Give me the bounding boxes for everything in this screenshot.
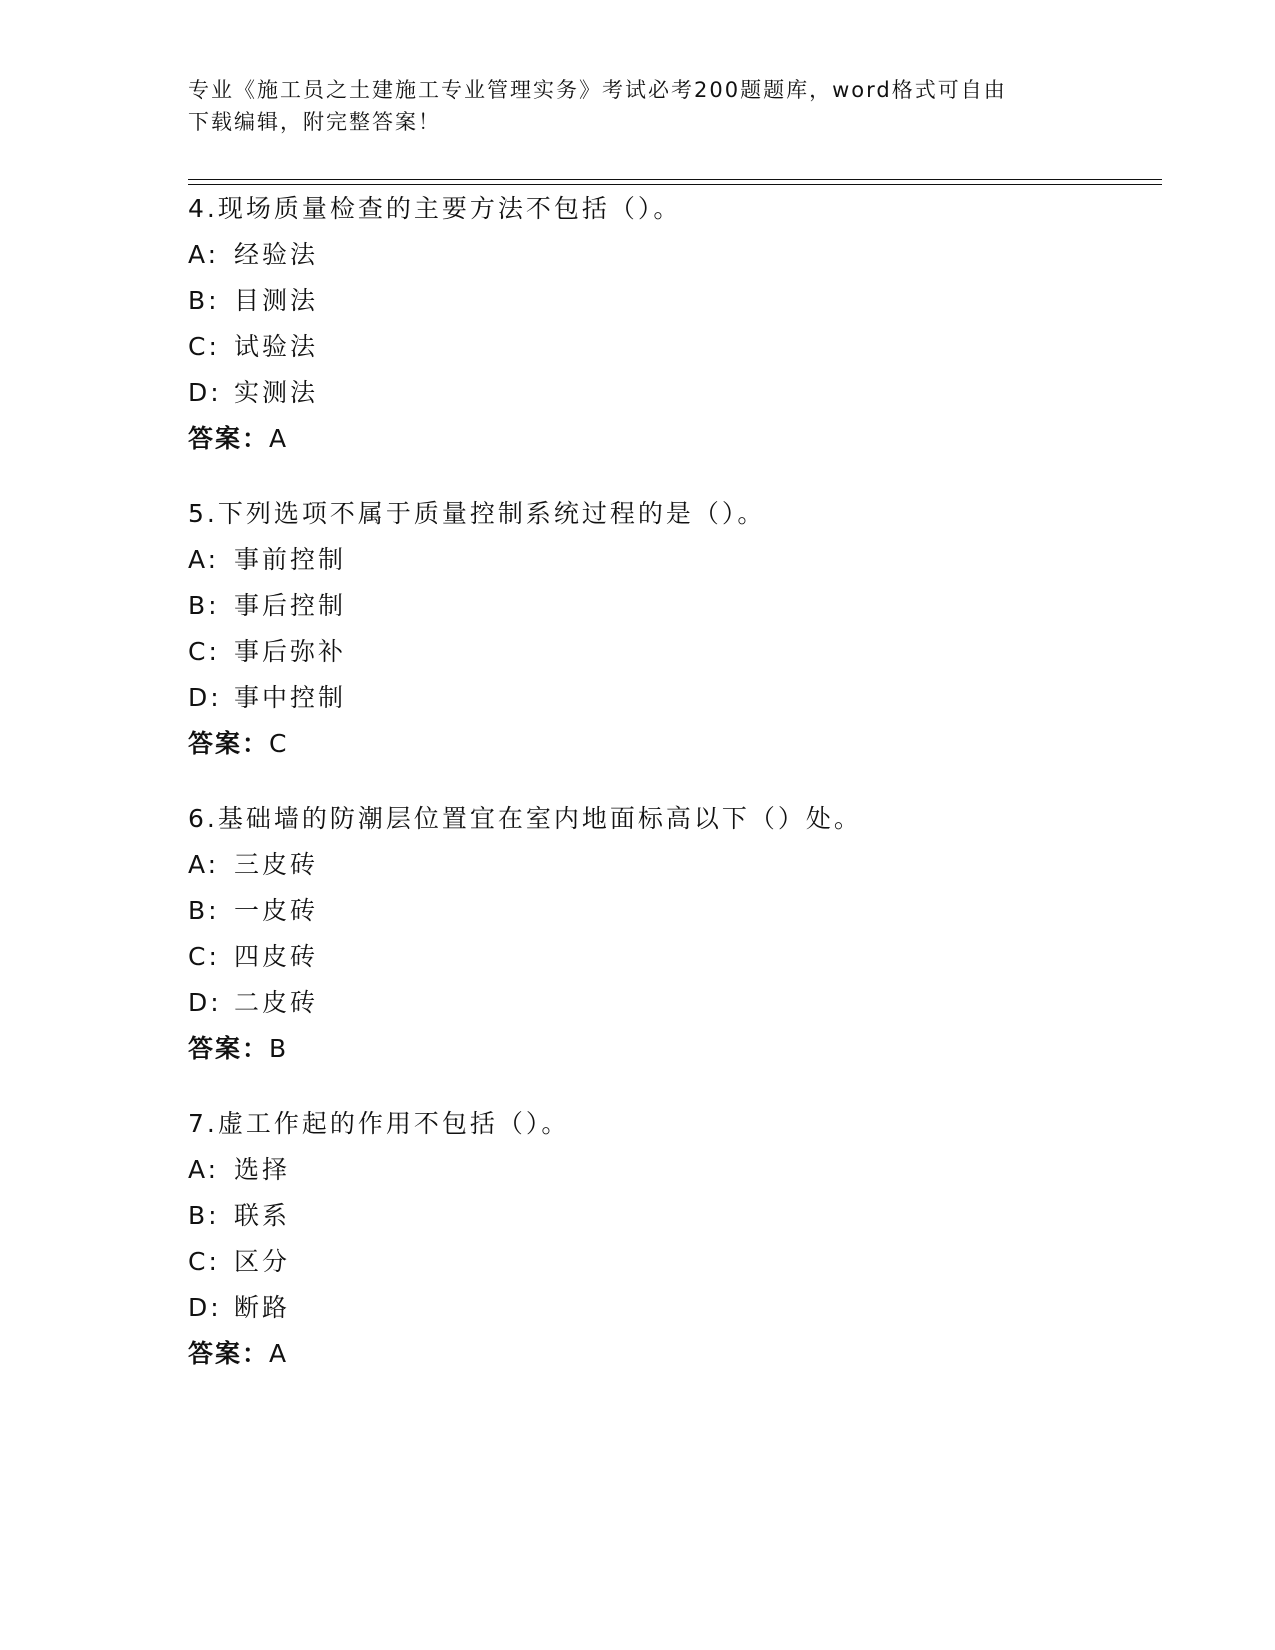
option-d bbox=[188, 675, 1148, 721]
option-c bbox=[188, 629, 1148, 675]
option-letter: D: bbox=[188, 988, 222, 1017]
option-b bbox=[188, 583, 1148, 629]
option-a bbox=[188, 232, 1148, 278]
option-text: 经验法 bbox=[234, 240, 319, 269]
header-divider-bottom bbox=[188, 184, 1162, 185]
option-d bbox=[188, 370, 1148, 416]
answer-line bbox=[188, 1331, 1148, 1377]
option-a bbox=[188, 537, 1148, 583]
option-text: 事后控制 bbox=[234, 591, 347, 620]
option-b bbox=[188, 278, 1148, 324]
question-block-4 bbox=[188, 186, 1148, 462]
option-letter: C: bbox=[188, 332, 220, 361]
option-letter: A: bbox=[188, 240, 220, 269]
option-text: 区分 bbox=[234, 1247, 291, 1276]
option-c bbox=[188, 324, 1148, 370]
option-letter: D: bbox=[188, 683, 222, 712]
option-letter: B: bbox=[188, 1201, 220, 1230]
option-letter: A: bbox=[188, 850, 220, 879]
option-letter: D: bbox=[188, 1293, 222, 1322]
answer-label: 答案： bbox=[188, 1034, 270, 1063]
option-text: 断路 bbox=[234, 1293, 291, 1322]
option-letter: C: bbox=[188, 1247, 220, 1276]
option-d bbox=[188, 1285, 1148, 1331]
option-c bbox=[188, 1239, 1148, 1285]
option-text: 事中控制 bbox=[234, 683, 347, 712]
option-text: 目测法 bbox=[234, 286, 319, 315]
question-block-6 bbox=[188, 796, 1148, 1072]
question-text: 4.现场质量检查的主要方法不包括（）。 bbox=[188, 194, 682, 223]
option-letter: D: bbox=[188, 378, 222, 407]
option-text: 二皮砖 bbox=[234, 988, 319, 1017]
option-a bbox=[188, 842, 1148, 888]
answer-value: B bbox=[269, 1034, 289, 1063]
question-text: 7.虚工作起的作用不包括（）。 bbox=[188, 1109, 570, 1138]
answer-line bbox=[188, 721, 1148, 767]
option-d bbox=[188, 980, 1148, 1026]
option-letter: A: bbox=[188, 545, 220, 574]
question-block-5 bbox=[188, 491, 1148, 767]
header-line-2: 下载编辑，附完整答案！ bbox=[188, 110, 441, 134]
option-text: 实测法 bbox=[234, 378, 319, 407]
question-block-7 bbox=[188, 1101, 1148, 1377]
option-text: 选择 bbox=[234, 1155, 291, 1184]
option-letter: C: bbox=[188, 942, 220, 971]
option-text: 四皮砖 bbox=[234, 942, 319, 971]
option-letter: B: bbox=[188, 286, 220, 315]
answer-line bbox=[188, 416, 1148, 462]
answer-value: A bbox=[269, 424, 289, 453]
option-letter: C: bbox=[188, 637, 220, 666]
answer-value: A bbox=[269, 1339, 289, 1368]
option-text: 事前控制 bbox=[234, 545, 347, 574]
option-letter: B: bbox=[188, 591, 220, 620]
option-text: 联系 bbox=[234, 1201, 291, 1230]
option-b bbox=[188, 888, 1148, 934]
header-divider-top bbox=[188, 179, 1162, 180]
option-text: 三皮砖 bbox=[234, 850, 319, 879]
header-line-1: 专业《施工员之土建施工专业管理实务》考试必考200题题库，word格式可自由 bbox=[188, 78, 1007, 102]
question-text: 5.下列选项不属于质量控制系统过程的是（）。 bbox=[188, 499, 766, 528]
option-text: 事后弥补 bbox=[234, 637, 347, 666]
option-text: 一皮砖 bbox=[234, 896, 319, 925]
answer-value: C bbox=[269, 729, 289, 758]
option-letter: B: bbox=[188, 896, 220, 925]
answer-label: 答案： bbox=[188, 729, 270, 758]
option-b bbox=[188, 1193, 1148, 1239]
answer-label: 答案： bbox=[188, 424, 270, 453]
document-header bbox=[188, 74, 1088, 138]
answer-line bbox=[188, 1026, 1148, 1072]
option-c bbox=[188, 934, 1148, 980]
option-text: 试验法 bbox=[234, 332, 319, 361]
question-text: 6.基础墙的防潮层位置宜在室内地面标高以下（）处。 bbox=[188, 804, 862, 833]
option-a bbox=[188, 1147, 1148, 1193]
answer-label: 答案： bbox=[188, 1339, 270, 1368]
option-letter: A: bbox=[188, 1155, 220, 1184]
